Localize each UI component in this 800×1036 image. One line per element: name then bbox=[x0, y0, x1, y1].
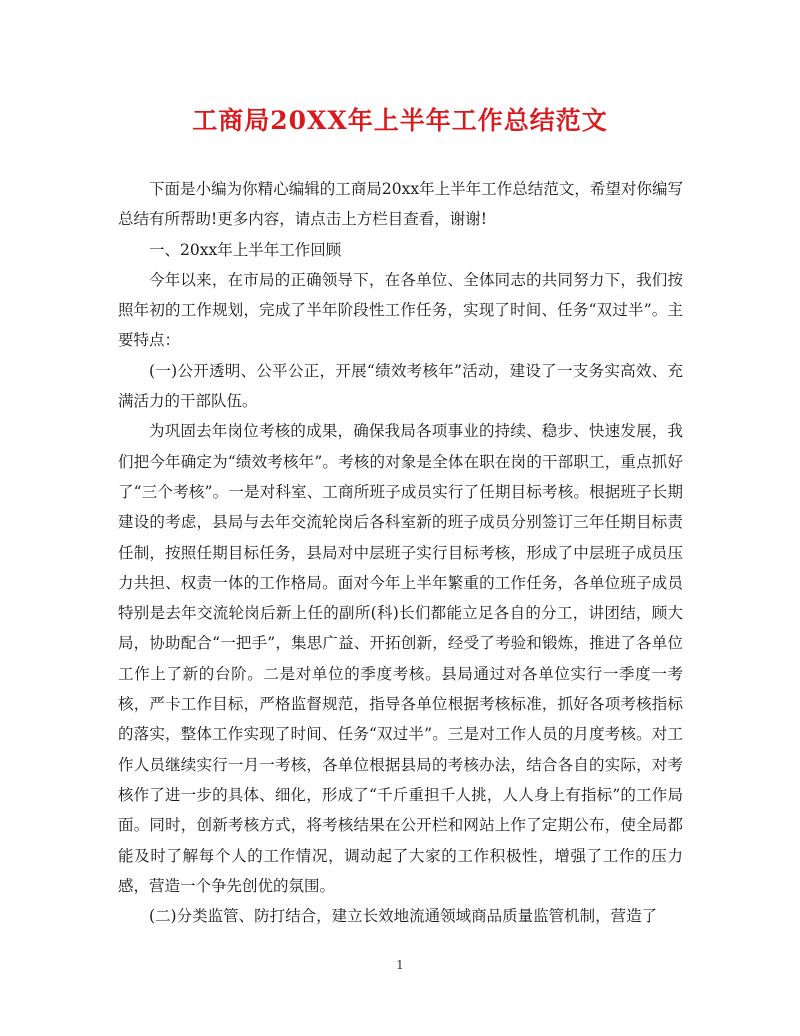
section-heading: 一、20xx年上半年工作回顾 bbox=[149, 240, 342, 259]
page-number: 1 bbox=[396, 958, 404, 972]
subsection-heading-2: (二)分类监管、防打结合，建立长效地流通领域商品质量监管机制，营造了 bbox=[149, 907, 658, 926]
overview-paragraph: 今年以来，在市局的正确领导下，在各单位、全体同志的共同努力下，我们按照年初的工作规划，完成了半年阶段性工作任务，实现了时间、任务“双过半”。主要特点： bbox=[118, 270, 683, 350]
subsection-heading-1: (一)公开透明、公平公正，开展“绩效考核年”活动，建设了一支务实高效、充满活力的干部队伍。 bbox=[118, 361, 683, 411]
document-body bbox=[118, 174, 683, 931]
intro-paragraph: 下面是小编为你精心编辑的工商局20xx年上半年工作总结范文，希望对你编写总结有所帮助!更多内容，请点击上方栏目查看，谢谢! bbox=[118, 180, 683, 229]
document-title: 工商局20XX年上半年工作总结范文 bbox=[192, 106, 608, 135]
assessment-paragraph: 为巩固去年岗位考核的成果，确保我局各项事业的持续、稳步、快速发展，我们把今年确定为“绩效考核年”。考核的对象是全体在职在岗的干部职工，重点抓好了“三个考核”。一是对科室、工商所班子成员实行了任期目标考核。根据班子长期建设的考虑，县局与去年交流轮岗后各科室新的班子成员分别签订三年任期目标责任制，按照任期目标任务，县局对中层班子实行目标考核，形成了中层班子成员压力共担、权责一体的工作格局。面对今年上半年繁重的工作任务，各单位班子成员特别是去年交流轮岗后新上任的副所(科)长们都能立足各自的分工，讲团结，顾大局，协助配合“一把手”，集思广益、开拓创新，经受了考验和锻炼，推进了各单位工作上了新的台阶。二是对单位的季度考核。县局通过对各单位实行一季度一考核，严卡工作目标，严格监督规范，指导各单位根据考核标准，抓好各项考核指标的落实，整体工作实现了时间、任务“双过半”。三是对工作人员的月度考核。对工作人员继续实行一月一考核，各单位根据县局的考核办法，结合各自的实际，对考核作了进一步的具体、细化，形成了“千斤重担千人挑，人人身上有指标”的工作局面。同时，创新考核方式，将考核结果在公开栏和网站上作了定期公布，使全局都能及时了解每个人的工作情况，调动起了大家的工作积极性，增强了工作的压力感，营造一个争先创优的氛围。 bbox=[118, 422, 683, 895]
